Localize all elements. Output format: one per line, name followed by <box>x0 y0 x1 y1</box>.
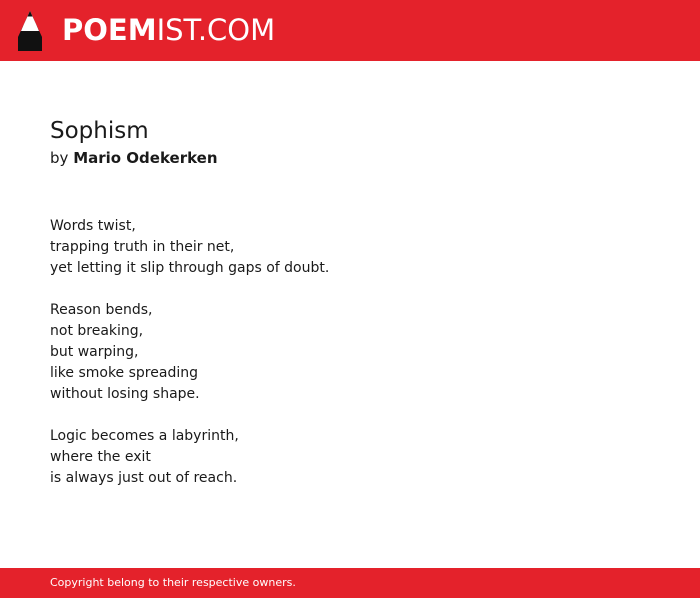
poem-content <box>50 116 650 510</box>
site-brand[interactable] <box>62 12 275 48</box>
poem-line: not breaking, <box>50 323 144 339</box>
poem-body <box>50 216 650 489</box>
poem-title: Sophism <box>50 118 149 144</box>
poem-line: but warping, <box>50 344 139 360</box>
by-label: by <box>50 149 69 167</box>
pencil-tip-icon[interactable] <box>17 10 43 52</box>
stanza <box>50 426 650 489</box>
poem-line: Reason bends, <box>50 302 153 318</box>
poem-line: trapping truth in their net, <box>50 239 235 255</box>
top-bar <box>0 0 700 61</box>
poem-line: where the exit <box>50 449 151 465</box>
brand-light-text: IST.COM <box>156 13 276 47</box>
byline <box>50 148 650 168</box>
poem-line: is always just out of reach. <box>50 470 238 486</box>
stanza <box>50 300 650 405</box>
poem-line: Logic becomes a labyrinth, <box>50 428 239 444</box>
poem-line: like smoke spreading <box>50 365 198 381</box>
poem-line: Words twist, <box>50 218 136 234</box>
poem-line: yet letting it slip through gaps of doubt. <box>50 260 330 276</box>
footer-bar <box>0 568 700 598</box>
stanza <box>50 216 650 279</box>
author-name[interactable]: Mario Odekerken <box>73 149 218 167</box>
brand-bold-text: POEM <box>62 13 157 47</box>
poem-line: without losing shape. <box>50 386 200 402</box>
copyright-text: Copyright belong to their respective owners. <box>50 576 296 589</box>
